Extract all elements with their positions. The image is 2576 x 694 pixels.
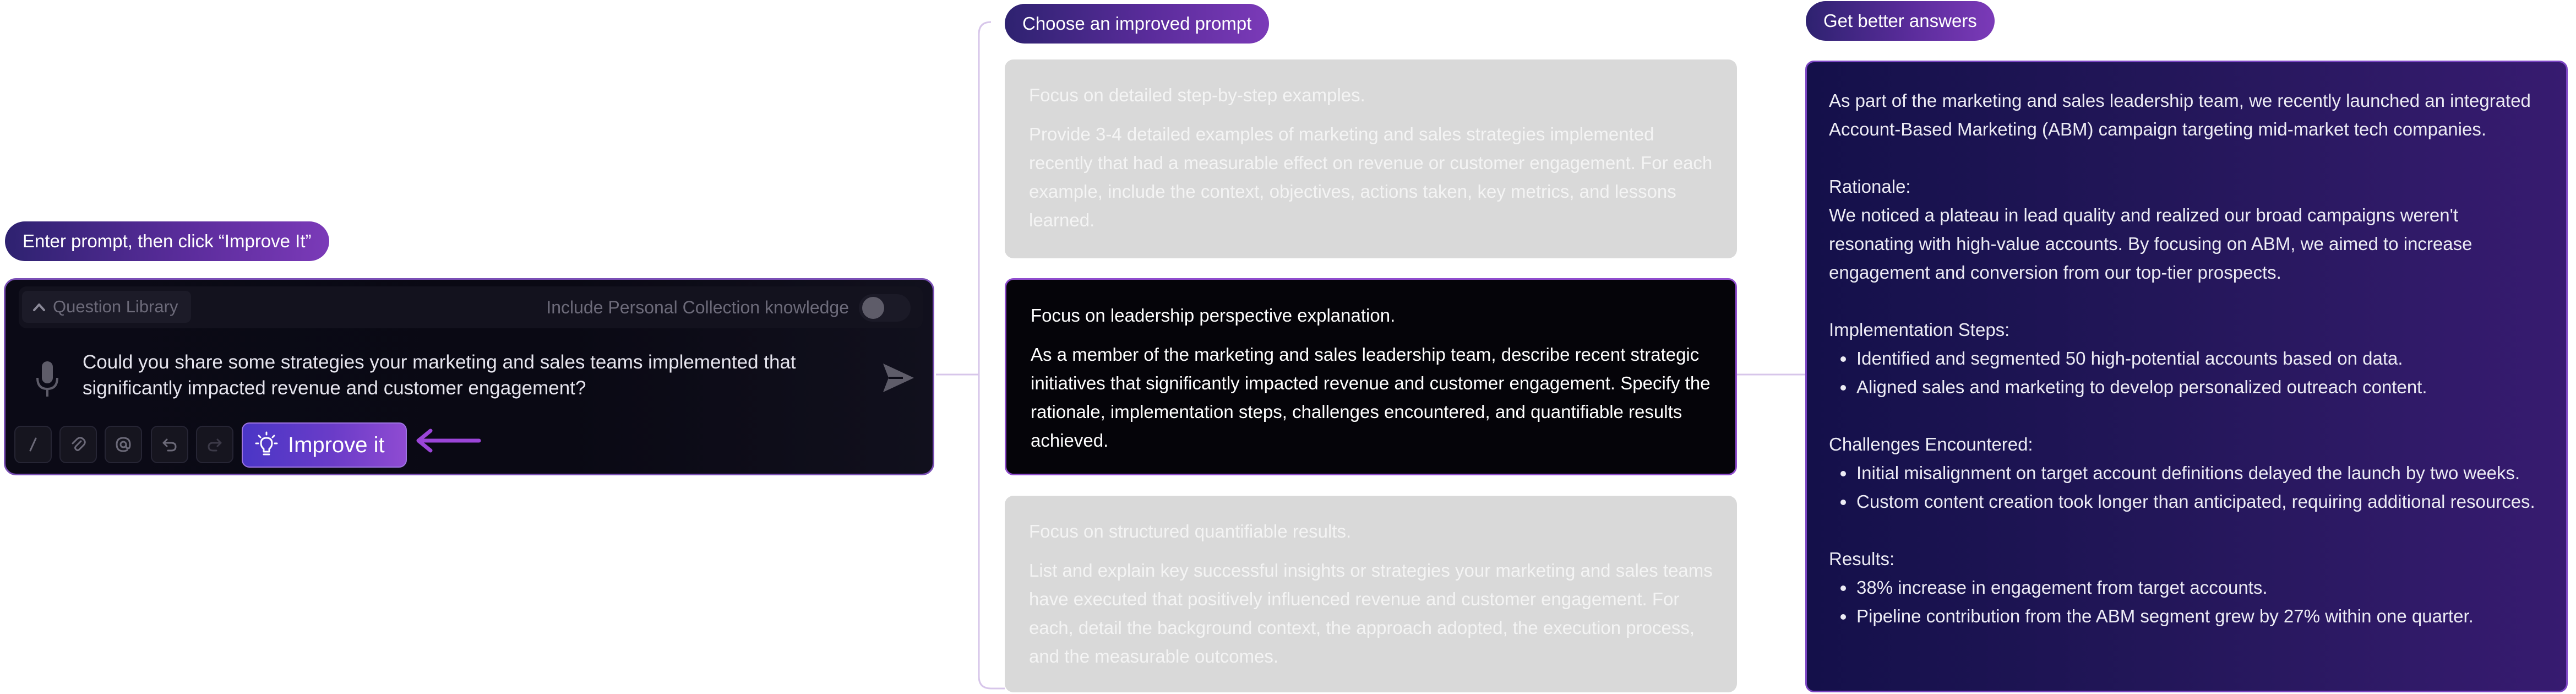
implementation-list [1829, 344, 2544, 402]
arrow-left-icon [414, 429, 481, 453]
question-library-button[interactable] [22, 291, 191, 323]
question-library-label: Question Library [53, 297, 178, 316]
list-item: • Pipeline contribution from the ABM segment grew by 27% within one quarter. [1855, 602, 2544, 631]
challenges-list [1829, 459, 2544, 516]
prompt-option-body: Provide 3-4 detailed examples of marketing and sales strategies implemented recently that had a measurable effect on revenue or customer engagement. For each example, include the context, objectives, actions taken, key metrics, and lessons learned. [1029, 124, 1713, 230]
improve-it-button[interactable] [242, 422, 407, 468]
undo-button[interactable] [151, 426, 188, 463]
list-item: • Identified and segmented 50 high-potential accounts based on data. [1855, 344, 2544, 373]
toggle-knob [862, 297, 884, 319]
slash-icon [25, 436, 41, 453]
implementation-heading: Implementation Steps: [1829, 319, 2010, 340]
redo-icon [206, 436, 223, 453]
step-label-enter-prompt: Enter prompt, then click “Improve It” [5, 221, 329, 261]
list-item: • Initial misalignment on target account definitions delayed the launch by two weeks. [1855, 459, 2544, 487]
send-icon[interactable] [881, 361, 916, 394]
results-list [1829, 573, 2544, 631]
step-label-better-answers: Get better answers [1806, 1, 1995, 41]
answer-intro: As part of the marketing and sales leadership team, we recently launched an integrated Account-Based Marketing (ABM) campaign targeting mid-market tech companies. [1829, 90, 2531, 139]
prompt-option-title: Focus on detailed step-by-step examples. [1029, 85, 1365, 105]
results-heading: Results: [1829, 549, 1895, 569]
include-knowledge-toggle[interactable] [859, 294, 911, 322]
prompt-option-title: Focus on structured quantifiable results. [1029, 521, 1352, 541]
list-item: • Custom content creation took longer than anticipated, requiring additional resources. [1855, 487, 2544, 516]
prompt-option-1[interactable] [1005, 59, 1737, 258]
paperclip-icon [70, 436, 86, 453]
undo-icon [161, 436, 178, 453]
rationale-text: We noticed a plateau in lead quality and realized our broad campaigns weren't resonating with high-value accounts. By focusing on ABM, we aimed to increase engagement and conversion from our top-tier prospects. [1829, 205, 2472, 283]
mention-button[interactable] [105, 426, 142, 463]
microphone-icon[interactable] [34, 360, 61, 399]
at-sign-icon [115, 436, 132, 453]
redo-button[interactable] [196, 426, 233, 463]
list-item: • 38% increase in engagement from target accounts. [1855, 573, 2544, 602]
prompt-option-body: As a member of the marketing and sales leadership team, describe recent strategic initiatives that significantly impacted revenue and customer engagement. Specify the rationale, implementation steps, challenges encountered, and quantifiable results achieved. [1031, 344, 1711, 451]
challenges-heading: Challenges Encountered: [1829, 434, 2033, 454]
prompt-option-title: Focus on leadership perspective explanation. [1031, 305, 1396, 326]
prompt-option-body: List and explain key successful insights or strategies your marketing and sales teams have executed that positively influenced revenue and customer engagement. For each, detail the background context, the approach adopted, the execution process, and the measurable outcomes. [1029, 560, 1713, 666]
prompt-option-3[interactable] [1005, 496, 1737, 692]
answer-panel [1805, 61, 2568, 692]
step-label-choose-prompt: Choose an improved prompt [1005, 4, 1269, 44]
slash-command-button[interactable] [14, 426, 52, 463]
prompt-input[interactable]: Could you share some strategies your marketing and sales teams implemented that significantly impacted revenue and customer engagement? [83, 351, 796, 399]
list-item: • Aligned sales and marketing to develop personalized outreach content. [1855, 373, 2544, 402]
attach-button[interactable] [59, 426, 97, 463]
rationale-heading: Rationale: [1829, 176, 1911, 197]
chevron-up-icon [31, 291, 47, 323]
prompt-option-2[interactable] [1005, 278, 1737, 475]
improve-it-label: Improve it [288, 433, 385, 457]
include-knowledge-label: Include Personal Collection knowledge [546, 297, 849, 317]
lightbulb-icon [253, 431, 280, 459]
composer-options-bar [19, 286, 923, 328]
